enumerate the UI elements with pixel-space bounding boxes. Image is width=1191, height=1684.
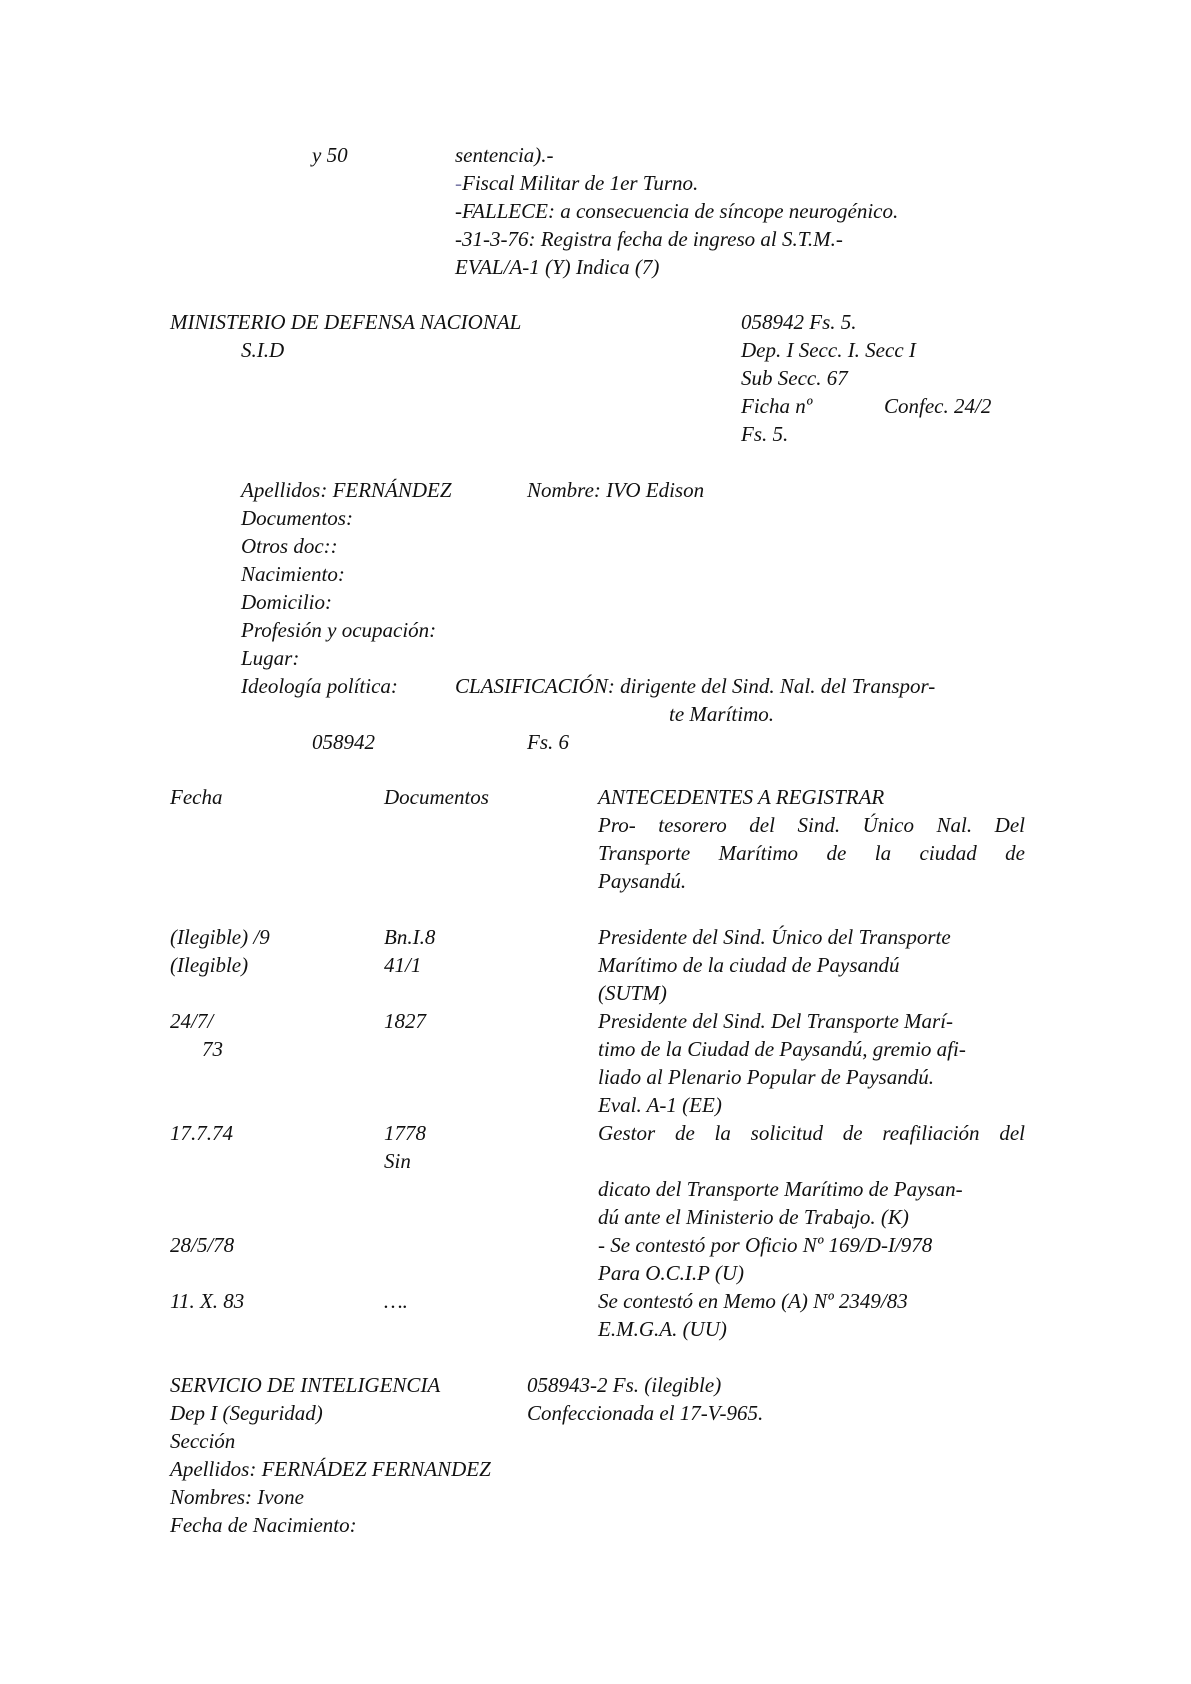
row-text: liado al Plenario Popular de Paysandú. [598, 1065, 934, 1089]
row-text: Marítimo de la ciudad de Paysandú [598, 953, 900, 977]
row-text: timo de la Ciudad de Paysandú, gremio afi- [598, 1037, 966, 1061]
row-doc: 1827 [384, 1009, 426, 1033]
row-fecha: 24/7/ [170, 1009, 214, 1033]
row-fecha: (Ilegible) /9 [170, 925, 270, 949]
person-profesion: Profesión y ocupación: [241, 618, 437, 642]
top-line-5: EVAL/A-1 (Y) Indica (7) [455, 255, 660, 279]
ministry-confec: Confec. 24/2 [884, 394, 992, 418]
servicio-seccion: Sección [170, 1429, 236, 1453]
row-text: Para O.C.I.P (U) [598, 1261, 745, 1285]
servicio-apellidos: Apellidos: FERNÁDEZ FERNANDEZ [170, 1457, 491, 1481]
antecedente-intro-line: Transporte Marítimo de la ciudad de [598, 841, 1025, 865]
top-ref: y 50 [312, 143, 348, 167]
person-num: 058942 [312, 730, 375, 754]
row-text: (SUTM) [598, 981, 667, 1005]
person-fs: Fs. 6 [527, 730, 569, 754]
ministry-sid: S.I.D [241, 338, 285, 362]
top-line-2-text: Fiscal Militar de 1er Turno. [462, 171, 699, 195]
top-line-4: -31-3-76: Registra fecha de ingreso al S.T.M.- [455, 227, 843, 251]
servicio-fecha-nacimiento: Fecha de Nacimiento: [170, 1513, 357, 1537]
servicio-nombres: Nombres: Ivone [170, 1485, 304, 1509]
row-fecha: 28/5/78 [170, 1233, 235, 1257]
row-doc: Bn.I.8 [384, 925, 436, 949]
top-line-2-dash: - [455, 171, 462, 195]
person-lugar: Lugar: [241, 646, 300, 670]
row-doc: 41/1 [384, 953, 422, 977]
row-text: Se contestó en Memo (A) Nº 2349/83 [598, 1289, 908, 1313]
person-nacimiento: Nacimiento: [241, 562, 345, 586]
row-text: Eval. A-1 (EE) [598, 1093, 722, 1117]
row-doc: …. [384, 1289, 408, 1313]
ministry-fs: 058942 Fs. 5. [741, 310, 857, 334]
person-clasificacion-1: CLASIFICACIÓN: dirigente del Sind. Nal. del Transpor- [455, 674, 936, 698]
col-header-fecha: Fecha [170, 785, 223, 809]
row-doc: Sin [384, 1149, 411, 1173]
row-text: E.M.G.A. (UU) [598, 1317, 727, 1341]
person-ideologia: Ideología política: [241, 674, 398, 698]
top-line-3: -FALLECE: a consecuencia de síncope neurogénico. [455, 199, 899, 223]
row-text: dicato del Transporte Marítimo de Paysan- [598, 1177, 963, 1201]
col-header-documentos: Documentos [384, 785, 489, 809]
row-text: Gestor de la solicitud de reafiliación del [598, 1121, 1025, 1145]
person-nombre: Nombre: IVO Edison [527, 478, 705, 502]
row-fecha: 17.7.74 [170, 1121, 233, 1145]
servicio-fs: 058943-2 Fs. (ilegible) [527, 1373, 722, 1397]
servicio-confeccionada: Confeccionada el 17-V-965. [527, 1401, 764, 1425]
row-doc: 1778 [384, 1121, 426, 1145]
row-text: dú ante el Ministerio de Trabajo. (K) [598, 1205, 909, 1229]
antecedente-intro-line: Pro- tesorero del Sind. Único Nal. Del [598, 813, 1025, 837]
ministry-title: MINISTERIO DE DEFENSA NACIONAL [170, 310, 522, 334]
ministry-subsecc: Sub Secc. 67 [741, 366, 848, 390]
person-otros-doc: Otros doc:: [241, 534, 338, 558]
top-line-1: sentencia).- [455, 143, 554, 167]
person-clasificacion-2: te Marítimo. [669, 702, 774, 726]
row-text: Presidente del Sind. Único del Transporte [598, 925, 951, 949]
top-line-2 [455, 169, 698, 197]
row-fecha: 11. X. 83 [170, 1289, 245, 1313]
ministry-dep: Dep. I Secc. I. Secc I [741, 338, 916, 362]
ministry-fs-2: Fs. 5. [741, 422, 789, 446]
ministry-ficha: Ficha nº [741, 394, 813, 418]
person-apellidos: Apellidos: FERNÁNDEZ [241, 478, 452, 502]
row-text: - Se contestó por Oficio Nº 169/D-I/978 [598, 1233, 933, 1257]
row-text: Presidente del Sind. Del Transporte Marí- [598, 1009, 954, 1033]
row-fecha: 73 [202, 1037, 223, 1061]
servicio-dep: Dep I (Seguridad) [170, 1401, 323, 1425]
antecedente-intro-line: Paysandú. [598, 869, 687, 893]
servicio-title: SERVICIO DE INTELIGENCIA [170, 1373, 441, 1397]
col-header-antecedentes: ANTECEDENTES A REGISTRAR [598, 785, 885, 809]
row-fecha: (Ilegible) [170, 953, 249, 977]
person-documentos: Documentos: [241, 506, 353, 530]
person-domicilio: Domicilio: [241, 590, 332, 614]
